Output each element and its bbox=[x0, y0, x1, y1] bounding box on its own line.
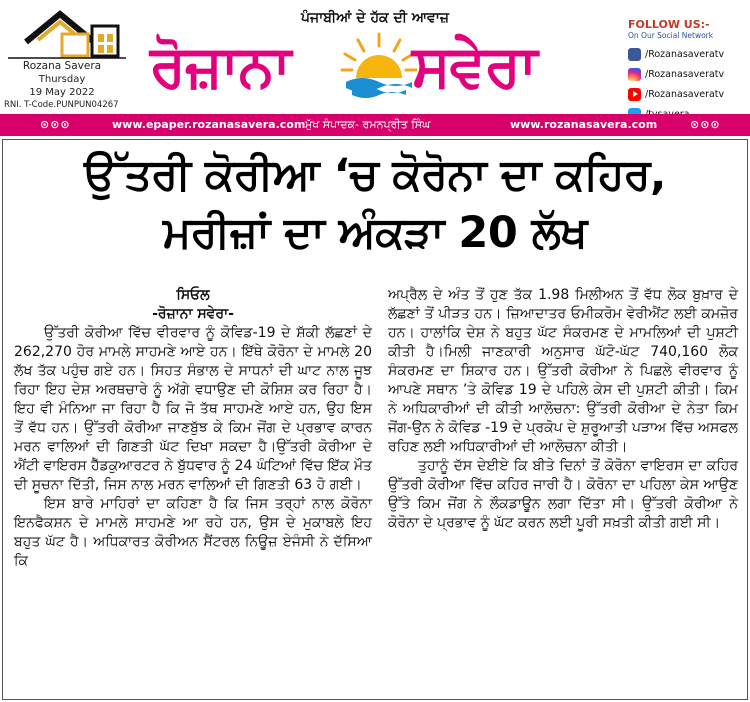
rising-sun-icon bbox=[340, 30, 418, 102]
headline-line-1: ਉੱਤਰੀ ਕੋਰੀਆ ‘ਚ ਕੋਰੋਨਾ ਦਾ ਕਹਿਰ, bbox=[84, 150, 666, 200]
dateline-place: ਸਿਓਲ bbox=[176, 287, 210, 303]
social-handle: /Rozanasaveratv bbox=[645, 88, 725, 100]
article-column-left bbox=[14, 286, 372, 571]
social-facebook[interactable] bbox=[628, 44, 746, 64]
headline-line-2: ਮਰੀਜ਼ਾਂ ਦਾ ਅੰਕੜਾ 20 ਲੱਖ bbox=[162, 208, 588, 258]
social-handle: /Rozanasaveratv bbox=[645, 68, 725, 80]
dateline-source: -ਰੋਜ਼ਾਨਾ ਸਵੇਰਾ- bbox=[152, 306, 234, 322]
decorative-dots-right: ⊙⊙⊙ bbox=[690, 118, 721, 131]
decorative-dots-left: ⊙⊙⊙ bbox=[40, 118, 71, 131]
info-bar bbox=[0, 114, 750, 136]
issue-day: Thursday bbox=[38, 74, 86, 85]
newspaper-title bbox=[150, 26, 610, 106]
social-youtube[interactable] bbox=[628, 84, 746, 104]
tagline: ਪੰਜਾਬੀਆਂ ਦੇ ਹੱਕ ਦੀ ਆਵਾਜ਼ bbox=[301, 10, 449, 26]
follow-title: FOLLOW US:- bbox=[628, 18, 710, 31]
youtube-icon bbox=[628, 88, 641, 101]
follow-subtitle: On Our Social Network bbox=[628, 31, 714, 40]
article-column-right bbox=[388, 286, 738, 533]
facebook-icon bbox=[628, 48, 641, 61]
article-paragraph: ਤੁਹਾਨੂੰ ਦੱਸ ਦੇਈਏ ਕਿ ਬੀਤੇ ਦਿਨਾਂ ਤੋਂ ਕੋਰੋਨਾ ਵਾਇਰਸ ਦਾ ਕਹਿਰ ਉੱਤਰੀ ਕੋਰੀਆ ਵਿੱਚ ਕਹਿਰ ਜਾਰੀ ਹੈ। ਕੋਰੋਨਾ ਦਾ ਪਹਿਲਾ ਕੇਸ ਆਉਣ ਉੱਤੇ ਕਿਮ ਜੋਂਗ ਨੇ ਲੌਕਡਾਊਨ ਲਗਾ ਦਿੱਤਾ ਸੀ। ਉੱਤਰੀ ਕੋਰੀਆ ਨੇ ਕੋਰੋਨਾ ਦੇ ਪ੍ਰਭਾਵ ਨੂੰ ਘੱਟ ਕਰਨ ਲਈ ਪੂਰੀ ਸਖ਼ਤੀ ਕੀਤੀ ਗਈ ਸੀ। bbox=[388, 458, 738, 531]
social-instagram[interactable] bbox=[628, 64, 746, 84]
article-paragraph: ਉੱਤਰੀ ਕੋਰੀਆ ਵਿੱਚ ਵੀਰਵਾਰ ਨੂੰ ਕੋਵਿਡ-19 ਦੇ ਸ਼ੱਕੀ ਲੱਛਣਾਂ ਦੇ 262,270 ਹੋਰ ਮਾਮਲੇ ਸਾਹਮਣੇ ਆਏ ਹਨ। ਇੱਥੇ ਕੋਰੋਨਾ ਦੇ ਮਾਮਲੇ 20 ਲੱਖ ਤੱਕ ਪਹੁੰਚ ਗਏ ਹਨ। ਸਿਹਤ ਸੰਭਾਲ ਦੇ ਸਾਧਨਾਂ ਦੀ ਘਾਟ ਨਾਲ ਜੂਝ ਰਿਹਾ ਇਹ ਦੇਸ਼ ਅਰਥਚਾਰੇ ਨੂੰ ਅੱਗੇ ਵਧਾਉਣ ਦੀ ਕੋਸ਼ਿਸ਼ ਕਰ ਰਿਹਾ ਹੈ। ਇਹ ਵੀ ਮੰਨਿਆ ਜਾ ਰਿਹਾ ਹੈ ਕਿ ਜੋ ਤੱਥ ਸਾਹਮਣੇ ਆਏ ਹਨ, ਉਹ ਇਸ ਤੋਂ ਵੱਧ ਹਨ। ਉੱਤਰੀ ਕੋਰੀਆ ਜਾਣਬੁੱਝ ਕੇ ਕਿਮ ਜੋਂਗ ਦੇ ਪ੍ਰਭਾਵ ਕਾਰਨ ਮਰਨ ਵਾਲਿਆਂ ਦੀ ਗਿਣਤੀ ਘੱਟ ਦਿਖਾ ਸਕਦਾ ਹੈ।ਉੱਤਰੀ ਕੋਰੀਆ ਦੇ ਐਂਟੀ ਵਾਇਰਸ ਹੈੱਡਕੁਆਰਟਰ ਨੇ ਬੁੱਧਵਾਰ ਨੂੰ 24 ਘੰਟਿਆਂ ਵਿੱਚ ਇੱਕ ਮੌਤ ਦੀ ਸੂਚਨਾ ਦਿੱਤੀ, ਜਿਸ ਨਾਲ ਮਰਨ ਵਾਲਿਆਂ ਦੀ ਗਿਣਤੀ 63 ਹੋ ਗਈ। bbox=[14, 325, 372, 493]
website-link[interactable]: www.rozanasavera.com bbox=[510, 118, 658, 131]
chief-editor: ਮੁੱਖ ਸੰਪਾਦਕ- ਰਮਨਪ੍ਰੀਤ ਸਿੰਘ bbox=[305, 118, 431, 131]
issue-date: 19 May 2022 bbox=[29, 87, 95, 98]
social-handle: /Rozanasaveratv bbox=[645, 48, 725, 60]
house-icon bbox=[8, 6, 126, 64]
article-headline bbox=[4, 146, 746, 262]
brand-name: Rozana Savera bbox=[22, 60, 102, 72]
instagram-icon bbox=[628, 68, 641, 81]
title-word-left: ਰੋਜ਼ਾਨਾ bbox=[150, 32, 291, 100]
article-paragraph: ਅਪ੍ਰੈਲ ਦੇ ਅੰਤ ਤੋਂ ਹੁਣ ਤੱਕ 1.98 ਮਿਲੀਅਨ ਤੋਂ ਵੱਧ ਲੋਕ ਬੁਖ਼ਾਰ ਦੇ ਲੱਛਣਾਂ ਤੋਂ ਪੀੜਤ ਹਨ। ਜ਼ਿਆਦਾਤਰ ਓਮੀਕਰੋਮ ਵੇਰੀਐਂਟ ਲਈ ਕਮਜ਼ੋਰ ਹਨ। ਹਾਲਾਂਕਿ ਦੇਸ਼ ਨੇ ਬਹੁਤ ਘੱਟ ਸੰਕਰਮਣ ਦੇ ਮਾਮਲਿਆਂ ਦੀ ਪੁਸ਼ਟੀ ਕੀਤੀ ਹੈ।ਮਿਲੀ ਜਾਣਕਾਰੀ ਅਨੁਸਾਰ ਘੱਟੋ-ਘੱਟ 740,160 ਲੋਕ ਸੰਕਰਮਣ ਦਾ ਸ਼ਿਕਾਰ ਹਨ। ਉੱਤਰੀ ਕੋਰੀਆ ਨੇ ਪਿਛਲੇ ਵੀਰਵਾਰ ਨੂੰ ਆਪਣੇ ਸਥਾਨ ’ਤੇ ਕੋਵਿਡ 19 ਦੇ ਪਹਿਲੇ ਕੇਸ ਦੀ ਪੁਸ਼ਟੀ ਕੀਤੀ। ਕਿਮ ਨੇ ਅਧਿਕਾਰੀਆਂ ਦੀ ਕੀਤੀ ਆਲੋਚਨਾ: ਉੱਤਰੀ ਕੋਰੀਆ ਦੇ ਨੇਤਾ ਕਿਮ ਜੋਂਗ-ਉਨ ਨੇ ਕੋਵਿਡ -19 ਦੇ ਪ੍ਰਕੋਪ ਦੇ ਸ਼ੁਰੂਆਤੀ ਪੜਾਅ ਵਿੱਚ ਅਸਫਲ ਰਹਿਣ ਲਈ ਅਧਿਕਾਰੀਆਂ ਦੀ ਆਲੋਚਨਾ ਕੀਤੀ। bbox=[388, 287, 738, 455]
masthead bbox=[0, 0, 750, 114]
epaper-link[interactable]: www.epaper.rozanasavera.com bbox=[112, 118, 306, 131]
house-logo bbox=[8, 6, 126, 62]
rni-code: RNI. T-Code.PUNPUN04267 bbox=[4, 100, 119, 110]
title-word-right: ਸਵੇਰਾ bbox=[412, 32, 537, 100]
social-follow bbox=[628, 18, 746, 124]
article-paragraph: ਇਸ ਬਾਰੇ ਮਾਹਿਰਾਂ ਦਾ ਕਹਿਣਾ ਹੈ ਕਿ ਜਿਸ ਤਰ੍ਹਾਂ ਨਾਲ ਕੋਰੋਨਾ ਇਨਫੈਕਸ਼ਨ ਦੇ ਮਾਮਲੇ ਸਾਹਮਣੇ ਆ ਰਹੇ ਹਨ, ਉਸ ਦੇ ਮੁਕਾਬਲੇ ਇਹ ਬਹੁਤ ਘੱਟ ਹੈ। ਅਧਿਕਾਰਤ ਕੋਰੀਅਨ ਸੈਂਟਰਲ ਨਿਊਜ਼ ਏਜੰਸੀ ਨੇ ਦੱਸਿਆ ਕਿ bbox=[14, 496, 372, 569]
